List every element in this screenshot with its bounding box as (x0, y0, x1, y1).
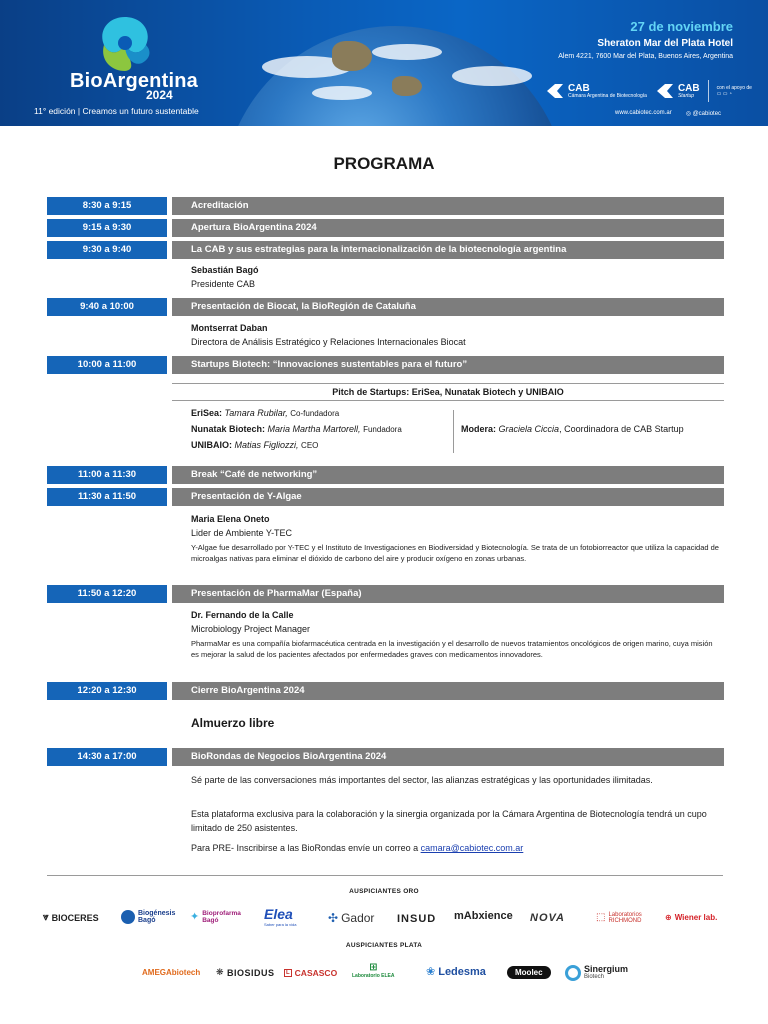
session-title: Presentación de Biocat, la BioRegión de Cataluña (172, 298, 724, 316)
plata-sponsors-heading: AUSPICIANTES PLATA (345, 942, 423, 949)
session-time: 11:00 a 11:30 (47, 466, 167, 484)
sponsor-casasco: L CASASCO (286, 968, 338, 978)
session-time: 8:30 a 9:15 (47, 197, 167, 215)
biorondas-paragraph: Esta plataforma exclusiva para la colaboración y la sinergia organizada por la Cámara Argentina de Biotecnología tendrá un cupo limitado de 250 asistentes. (191, 809, 707, 833)
event-date: 27 de noviembre (630, 19, 733, 34)
sponsor-richmond: ⬚ Laboratorios RICHMOND (596, 912, 642, 924)
sponsor-biogenesis: Biogénesis Bagó (121, 910, 176, 924)
header-banner (0, 0, 768, 126)
session-title: Acreditación (172, 197, 724, 215)
speaker-role: Directora de Análisis Estratégico y Relaciones Internacionales Biocat (191, 337, 466, 347)
gador-icon: ✣ (328, 911, 339, 925)
support-logos: con el apoyo de ▭ ▭ ◔ (716, 85, 752, 97)
bioargentina-logo-icon (94, 13, 156, 75)
sinergium-icon (565, 965, 581, 981)
event-address: Alem 4221, 7600 Mar del Plata, Buenos Aires, Argentina (558, 53, 733, 60)
sponsor-nova: NOVA (530, 912, 565, 924)
moderator: Modera: Graciela Ciccia, Coordinadora de CAB Startup (461, 424, 684, 434)
session-title: BioRondas de Negocios BioArgentina 2024 (172, 748, 724, 766)
sponsor-sinergium: Sinergium Biotech (565, 965, 628, 981)
bioprofarma-icon: ✦ (190, 910, 200, 923)
speaker-name: Sebastián Bagó (191, 265, 259, 275)
organizer-logos (545, 80, 752, 102)
sponsor-bioprofarma: ✦ Bioprofarma Bagó (190, 910, 241, 924)
divider (708, 80, 709, 102)
column-divider (453, 410, 454, 453)
session-title: La CAB y sus estrategias para la internacionalización de la biotecnología argentina (172, 241, 724, 259)
sponsor-gador: ✣ Gador (328, 911, 375, 925)
sponsor-wiener: ⊕ Wiener lab. (665, 913, 718, 922)
session-title: Apertura BioArgentina 2024 (172, 219, 724, 237)
tagline: 11° edición | Creamos un futuro sustentable (34, 106, 199, 116)
session-time: 12:20 a 12:30 (47, 682, 167, 700)
startup-speaker: UNIBAIO: Matias Figliozzi, CEO (191, 440, 319, 450)
wiener-icon: ⊕ (665, 913, 672, 922)
speaker-role: Microbiology Project Manager (191, 624, 311, 634)
lunch-label: Almuerzo libre (191, 716, 275, 730)
sponsor-mabxience: mAbxience (454, 910, 513, 922)
bioceres-icon: ⩔ (43, 912, 49, 923)
biorondas-register: Para PRE- Inscribirse a las BioRondas envíe un correo a camara@cabiotec.com.ar (191, 843, 524, 853)
session-title: Startups Biotech: “Innovaciones sustentables para el futuro” (172, 356, 724, 374)
biorondas-paragraph: Sé parte de las conversaciones más importantes del sector, las alianzas estratégicas y las oportunidades ilimitadas. (191, 775, 653, 785)
page-title: PROGRAMA (333, 154, 435, 173)
social-handle[interactable]: ◎ @cabiotec (685, 111, 722, 117)
session-time: 11:50 a 12:20 (47, 585, 167, 603)
gold-sponsors-heading: AUSPICIANTES ORO (349, 888, 419, 895)
sponsor-elea: Elea Saber para la vida (264, 906, 297, 927)
session-time: 11:30 a 11:50 (47, 488, 167, 506)
contact-row (615, 110, 721, 117)
cassara-icon: ⊞ (369, 962, 378, 973)
session-title: Cierre BioArgentina 2024 (172, 682, 724, 700)
sponsor-bioceres: ⩔ BIOCERES (43, 912, 99, 923)
speaker-role: Presidente CAB (191, 279, 256, 289)
cab-startup-icon (655, 83, 675, 99)
startup-speaker: Nunatak Biotech: Maria Martha Martorell, Fundadora (191, 424, 402, 434)
session-description: PharmaMar es una compañía biofarmacéutica centrada en la investigación y el desarrollo de nuevos tratamientos oncológicos de origen marino, cuya misión es mejorar la salud de los pacientes afectados por enfermedades graves con medicamentos innovadores. (191, 639, 713, 659)
session-title: Break “Café de networking” (172, 466, 724, 484)
sponsor-cassara: ⊞ Laboratorio ELEA (352, 962, 395, 979)
sponsor-ledesma: ❀ Ledesma (426, 965, 486, 978)
session-title: Presentación de Y-Algae (172, 488, 724, 506)
brand-name: BioArgentina (70, 70, 198, 92)
biosidus-icon: ❋ (216, 967, 225, 977)
divider (47, 875, 723, 876)
ledesma-icon: ❀ (426, 966, 436, 978)
cab-logo: CAB Cámara Argentina de Biotecnología (545, 83, 647, 99)
speaker-name: Montserrat Daban (191, 323, 268, 333)
session-time: 14:30 a 17:00 (47, 748, 167, 766)
session-description: Y-Algae fue desarrollado por Y-TEC y el Instituto de Investigaciones en Biodiversidad y Biotecnología. Se trata de un fotobiorreactor que utiliza la capacidad de microalgas nativas para eliminar el dióxido de carbono del aire y producir oxígeno en zonas urbanas. (191, 543, 719, 563)
session-time: 9:30 a 9:40 (47, 241, 167, 259)
speaker-role: Lider de Ambiente Y-TEC (191, 528, 293, 538)
biogenesis-icon (121, 910, 135, 924)
brand-year: 2024 (146, 88, 173, 102)
pitch-heading: Pitch de Startups: EriSea, Nunatak Biotech y UNIBAIO (172, 383, 724, 401)
richmond-icon: ⬚ (596, 912, 606, 923)
sponsor-biosidus: ❋ BIOSIDUS (216, 967, 275, 978)
session-time: 10:00 a 11:00 (47, 356, 167, 374)
startup-speaker: EriSea: Tamara Rubilar, Co-fundadora (191, 408, 340, 418)
sponsor-moolec: Moolec (507, 966, 551, 979)
contact-email-link[interactable]: camara@cabiotec.com.ar (420, 843, 524, 853)
cab-icon (545, 83, 565, 99)
cab-startup-logo: CAB Startup (655, 83, 700, 99)
speaker-name: Maria Elena Oneto (191, 514, 270, 524)
event-venue: Sheraton Mar del Plata Hotel (597, 38, 733, 49)
sponsor-amega: AMEGAbiotech (142, 968, 201, 977)
website-link[interactable]: www.cabiotec.com.ar (615, 110, 672, 116)
session-time: 9:15 a 9:30 (47, 219, 167, 237)
session-title: Presentación de PharmaMar (España) (172, 585, 724, 603)
sponsor-insud: INSUD (397, 913, 437, 925)
session-time: 9:40 a 10:00 (47, 298, 167, 316)
casasco-icon: L (286, 970, 290, 976)
speaker-name: Dr. Fernando de la Calle (191, 610, 294, 620)
earth-image (222, 26, 568, 126)
